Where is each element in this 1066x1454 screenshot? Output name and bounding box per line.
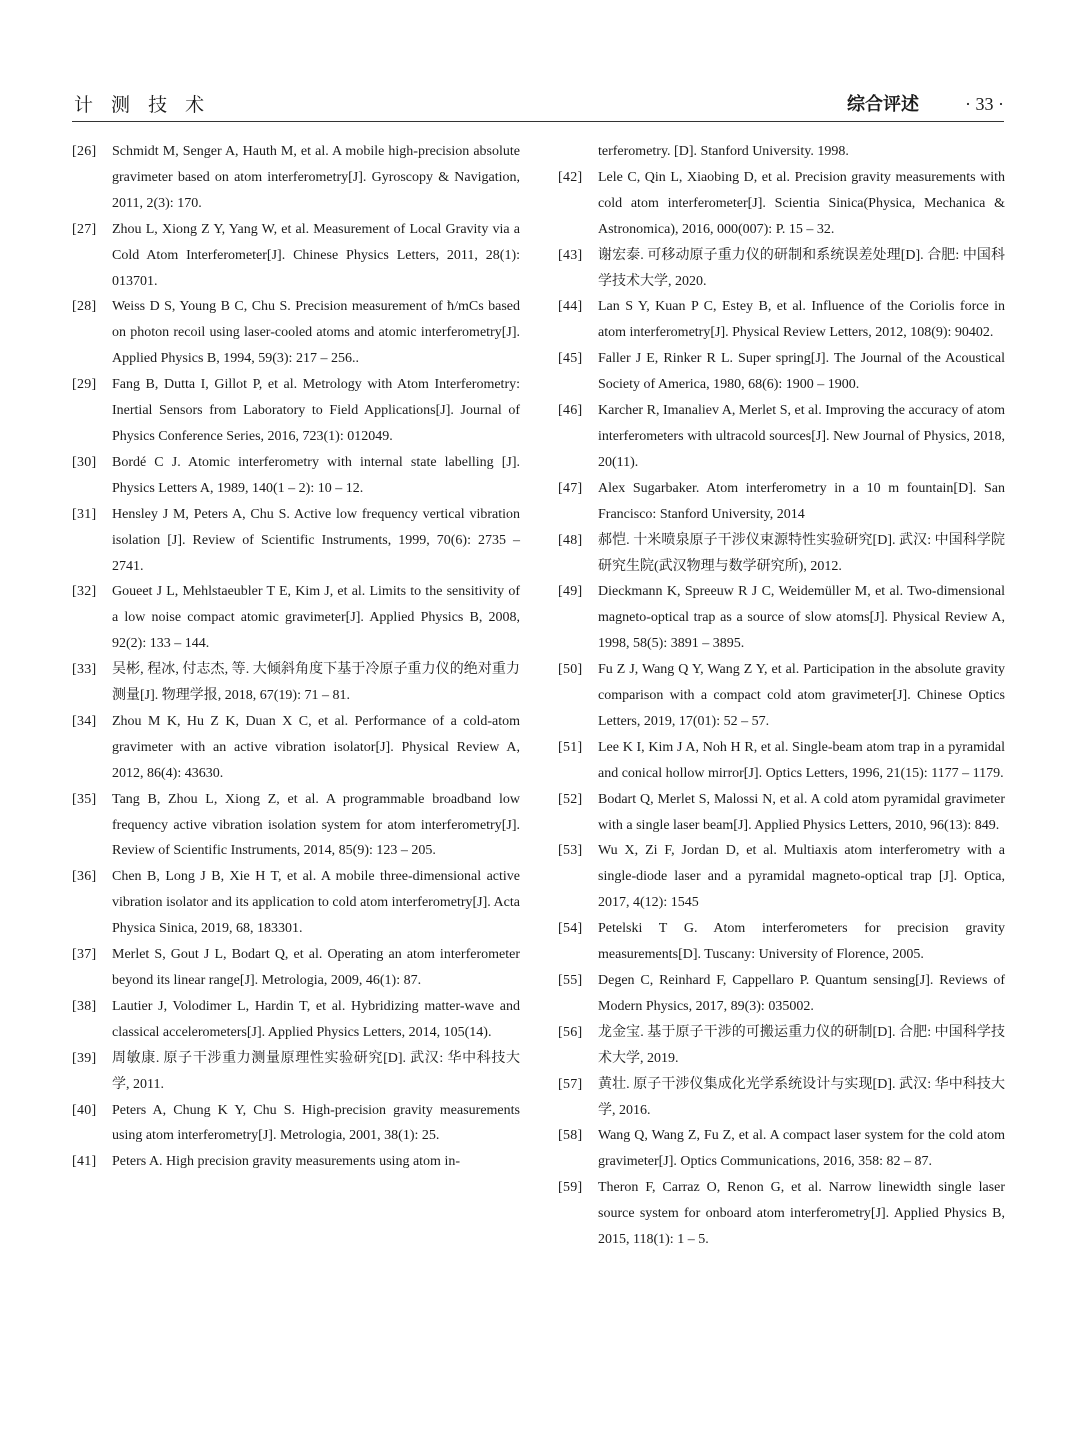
reference-number: [59]	[558, 1180, 583, 1196]
journal-title: 计 测 技 术	[74, 94, 211, 116]
references-left-column	[72, 139, 520, 1175]
reference-item	[72, 139, 520, 217]
reference-number: [30]	[72, 454, 97, 470]
reference-text: Wu X, Zi F, Jordan D, et al. Multiaxis atom interferometry with a single-diode laser and a pyramidal magneto-optical trap [J]. Optica, 2017, 4(12): 1545	[598, 843, 1005, 911]
reference-number: [42]	[558, 169, 583, 185]
reference-text: Weiss D S, Young B C, Chu S. Precision measurement of ħ/mCs based on photon recoil using laser-cooled atoms and atomic interferometry[J]. Applied Physics B, 1994, 59(3): 217 – 256..	[112, 299, 520, 367]
reference-text: Goueet J L, Mehlstaeubler T E, Kim J, et al. Limits to the sensitivity of a low noise compact atomic gravimeter[J]. Applied Physics B, 2008, 92(2): 133 – 144.	[112, 584, 520, 652]
reference-number: [29]	[72, 377, 97, 393]
reference-text: Lautier J, Volodimer L, Hardin T, et al. Hybridizing matter-wave and classical accelerometers[J]. Applied Physics Letters, 2014, 105(14).	[112, 998, 520, 1040]
reference-item	[72, 709, 520, 787]
reference-item	[72, 294, 520, 372]
reference-text: Lee K I, Kim J A, Noh H R, et al. Single-beam atom trap in a pyramidal and conical hollow mirror[J]. Optics Letters, 1996, 21(15): 1177 – 1179.	[598, 739, 1005, 781]
reference-number: [45]	[558, 351, 583, 367]
reference-item	[558, 165, 1005, 243]
reference-text: Dieckmann K, Spreeuw R J C, Weidemüller M, et al. Two-dimensional magneto-optical trap as a source of slow atoms[J]. Physical Review A, 1998, 58(5): 3891 – 3895.	[598, 584, 1005, 652]
reference-text: terferometry. [D]. Stanford University. 1998.	[598, 144, 849, 159]
reference-item	[72, 657, 520, 709]
reference-item	[72, 372, 520, 450]
reference-text: Zhou L, Xiong Z Y, Yang W, et al. Measurement of Local Gravity via a Cold Atom Interferometer[J]. Chinese Physics Letters, 2011, 28(1): 013701.	[112, 221, 520, 289]
reference-item	[558, 579, 1005, 657]
reference-text: 郝恺. 十米喷泉原子干涉仪束源特性实验研究[D]. 武汉: 中国科学院研究生院(武汉物理与数学研究所), 2012.	[598, 532, 1005, 574]
reference-number: [33]	[72, 662, 97, 678]
reference-text: 黄壮. 原子干涉仪集成化光学系统设计与实现[D]. 武汉: 华中科技大学, 2016.	[598, 1076, 1005, 1118]
reference-number: [35]	[72, 791, 97, 807]
reference-text: Faller J E, Rinker R L. Super spring[J]. The Journal of the Acoustical Society of America, 1980, 68(6): 1900 – 1900.	[598, 351, 1005, 393]
reference-item	[558, 657, 1005, 735]
reference-number: [52]	[558, 791, 583, 807]
reference-number: [38]	[72, 998, 97, 1014]
reference-text: Tang B, Zhou L, Xiong Z, et al. A programmable broadband low frequency active vibration isolation system for atom interferometry[J]. Review of Scientific Instruments, 2014, 85(9): 123 – 205.	[112, 791, 520, 859]
reference-item	[72, 1149, 520, 1175]
references-right-column	[558, 139, 1005, 1253]
reference-text: Lele C, Qin L, Xiaobing D, et al. Precision gravity measurements with cold atom interferometer[J]. Scientia Sinica(Physica, Mechanica & Astronomica), 2016, 000(007): P. 15 – 32.	[598, 169, 1005, 237]
reference-number: [46]	[558, 403, 583, 419]
reference-text: Karcher R, Imanaliev A, Merlet S, et al. Improving the accuracy of atom interferometers with ultracold sources[J]. New Journal of Physics, 2018, 20(11).	[598, 403, 1005, 470]
reference-item	[72, 1098, 520, 1150]
page-number: · 33 ·	[965, 94, 1004, 114]
reference-text: 周敏康. 原子干涉重力测量原理性实验研究[D]. 武汉: 华中科技大学, 2011.	[112, 1050, 520, 1092]
reference-text: Bodart Q, Merlet S, Malossi N, et al. A cold atom pyramidal gravimeter with a single laser beam[J]. Applied Physics Letters, 2010, 96(13): 849.	[598, 791, 1005, 833]
reference-item	[72, 502, 520, 580]
reference-text: 龙金宝. 基于原子干涉的可搬运重力仪的研制[D]. 合肥: 中国科学技术大学, 2019.	[598, 1024, 1005, 1066]
reference-item	[558, 1175, 1005, 1253]
reference-text: Degen C, Reinhard F, Cappellaro P. Quantum sensing[J]. Reviews of Modern Physics, 2017, 89(3): 035002.	[598, 973, 1005, 1014]
reference-item	[72, 217, 520, 295]
reference-text: Schmidt M, Senger A, Hauth M, et al. A mobile high-precision absolute gravimeter based on atom interferometry[J]. Gyroscopy & Navigation, 2011, 2(3): 170.	[112, 144, 520, 211]
reference-item	[558, 916, 1005, 968]
reference-number: [31]	[72, 506, 97, 522]
reference-text: Peters A. High precision gravity measurements using atom in-	[112, 1154, 460, 1170]
reference-number: [37]	[72, 947, 97, 963]
reference-item	[558, 139, 1005, 165]
reference-item	[558, 735, 1005, 787]
reference-number: [34]	[72, 713, 97, 729]
reference-item	[558, 294, 1005, 346]
reference-number: [26]	[72, 144, 97, 159]
reference-item	[72, 942, 520, 994]
reference-text: Peters A, Chung K Y, Chu S. High-precision gravity measurements using atom interferometry[J]. Metrologia, 2001, 38(1): 25.	[112, 1102, 520, 1144]
reference-number: [51]	[558, 739, 583, 755]
reference-text: Hensley J M, Peters A, Chu S. Active low frequency vertical vibration isolation [J]. Review of Scientific Instruments, 1999, 70(6): 2735 – 2741.	[112, 506, 520, 574]
reference-item	[558, 968, 1005, 1020]
page-header	[72, 90, 1004, 122]
reference-text: Chen B, Long J B, Xie H T, et al. A mobile three-dimensional active vibration isolator and its application to cold atom interferometry[J]. Acta Physica Sinica, 2019, 68, 183301.	[112, 869, 520, 937]
reference-item	[72, 1046, 520, 1098]
reference-number: [50]	[558, 662, 583, 678]
reference-text: 吴彬, 程冰, 付志杰, 等. 大倾斜角度下基于冷原子重力仪的绝对重力测量[J]. 物理学报, 2018, 67(19): 71 – 81.	[112, 662, 520, 704]
reference-item	[558, 1020, 1005, 1072]
reference-text: Petelski T G. Atom interferometers for precision gravity measurements[D]. Tuscany: University of Florence, 2005.	[598, 921, 1005, 963]
reference-text: Fang B, Dutta I, Gillot P, et al. Metrology with Atom Interferometry: Inertial Sensors from Laboratory to Field Applications[J]. Journal of Physics Conference Series, 2016, 723(1): 012049.	[112, 377, 520, 444]
reference-item	[72, 579, 520, 657]
reference-text: Alex Sugarbaker. Atom interferometry in a 10 m fountain[D]. San Francisco: Stanford University, 2014	[598, 480, 1005, 522]
reference-item	[72, 994, 520, 1046]
header-divider	[72, 121, 1004, 122]
reference-number: [57]	[558, 1076, 583, 1092]
reference-number: [39]	[72, 1050, 97, 1066]
reference-number: [36]	[72, 869, 97, 885]
reference-text: Wang Q, Wang Z, Fu Z, et al. A compact laser system for the cold atom gravimeter[J]. Optics Communications, 2016, 358: 82 – 87.	[598, 1128, 1005, 1170]
reference-item	[558, 243, 1005, 295]
reference-number: [53]	[558, 843, 583, 859]
reference-item	[558, 1072, 1005, 1124]
reference-item	[558, 838, 1005, 916]
reference-text: Fu Z J, Wang Q Y, Wang Z Y, et al. Participation in the absolute gravity comparison with a compact cold atom gravimeter[J]. Chinese Optics Letters, 2019, 17(01): 52 – 57.	[598, 662, 1005, 729]
reference-item	[558, 1123, 1005, 1175]
reference-number: [48]	[558, 532, 583, 548]
reference-number: [28]	[72, 299, 97, 315]
section-title: 综合评述	[847, 94, 919, 115]
reference-number: [56]	[558, 1024, 583, 1040]
reference-number: [49]	[558, 584, 583, 600]
reference-number: [43]	[558, 247, 583, 263]
reference-number: [41]	[72, 1154, 97, 1170]
reference-item	[558, 476, 1005, 528]
reference-item	[72, 450, 520, 502]
reference-item	[72, 864, 520, 942]
reference-number: [27]	[72, 221, 97, 237]
reference-number: [40]	[72, 1102, 97, 1118]
reference-item	[72, 787, 520, 865]
reference-text: Lan S Y, Kuan P C, Estey B, et al. Influence of the Coriolis force in atom interferometry[J]. Physical Review Letters, 2012, 108(9): 90402.	[598, 299, 1005, 341]
reference-number: [55]	[558, 973, 583, 988]
reference-item	[558, 787, 1005, 839]
reference-text: 谢宏泰. 可移动原子重力仪的研制和系统误差处理[D]. 合肥: 中国科学技术大学, 2020.	[598, 247, 1005, 289]
reference-number: [58]	[558, 1128, 583, 1144]
reference-number: [47]	[558, 480, 583, 496]
reference-text: Theron F, Carraz O, Renon G, et al. Narrow linewidth single laser source system for onboard atom interferometry[J]. Applied Physics B, 2015, 118(1): 1 – 5.	[598, 1180, 1005, 1248]
reference-number: [54]	[558, 921, 583, 937]
reference-number: [44]	[558, 299, 583, 315]
reference-number: [32]	[72, 584, 97, 600]
reference-text: Zhou M K, Hu Z K, Duan X C, et al. Performance of a cold-atom gravimeter with an active vibration isolator[J]. Physical Review A, 2012, 86(4): 43630.	[112, 713, 520, 781]
reference-text: Merlet S, Gout J L, Bodart Q, et al. Operating an atom interferometer beyond its linear range[J]. Metrologia, 2009, 46(1): 87.	[112, 947, 520, 988]
reference-item	[558, 398, 1005, 476]
reference-item	[558, 528, 1005, 580]
reference-text: Bordé C J. Atomic interferometry with internal state labelling [J]. Physics Letters A, 1989, 140(1 – 2): 10 – 12.	[112, 454, 520, 496]
header-right	[847, 90, 1004, 116]
reference-item	[558, 346, 1005, 398]
